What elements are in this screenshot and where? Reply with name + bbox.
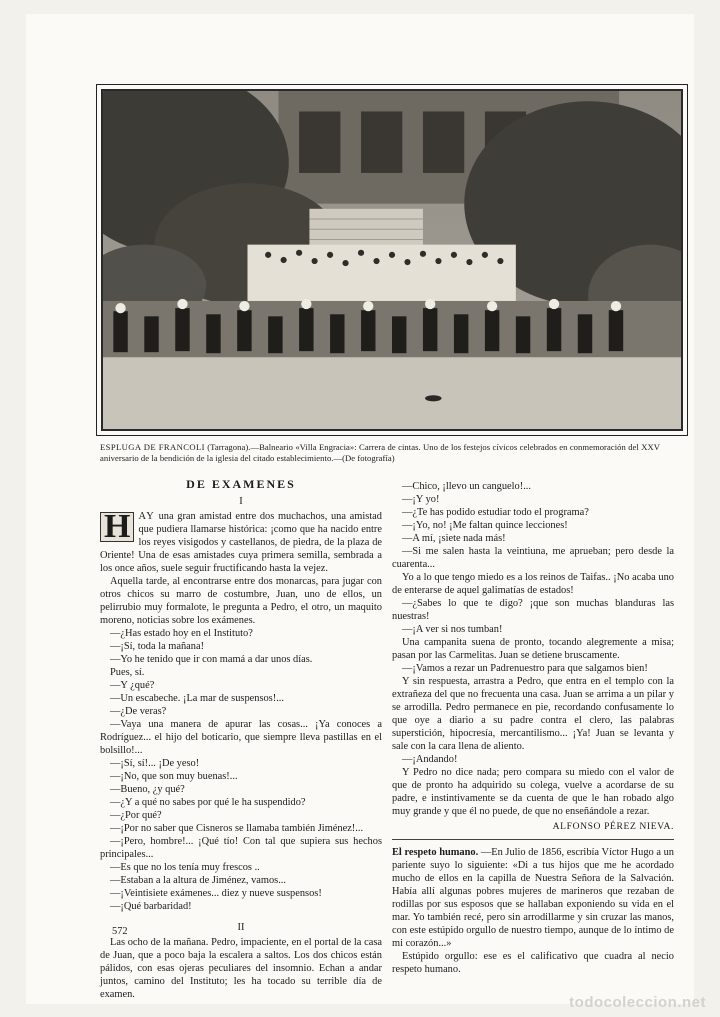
dialogue-line: —¡Andando! — [402, 754, 458, 765]
dialogue-line: —Es que no los tenía muy frescos .. — [110, 862, 260, 873]
dialogue-line: —¿Por qué? — [110, 810, 162, 821]
paragraph: Y Pedro no dice nada; pero compara su miedo con el valor de que de pronto ha adquirido su colega, vuelve a acordarse de su padre, e instintivamente se da cuenta de que le han robado algo muy grande y que él no puede, de que no enseñándole a rezar. — [392, 767, 674, 817]
dialogue-line: —¿Y a qué no sabes por qué le ha suspendido? — [110, 797, 306, 808]
dialogue-line: —¡Sí, toda la mañana! — [110, 641, 205, 652]
article-left-column — [100, 478, 382, 1001]
page-number: 572 — [112, 926, 128, 937]
paragraph: Las ocho de la mañana. Pedro, impaciente, en el portal de la casa de Juan, que a poco baja la escalera a saltos. Los dos chicos están pálidos, con esas ojeras peculiares del insomnio. Echan a andar juntos, camino del Instituto; les ha tocado su terrible día de examen. — [100, 937, 382, 1000]
dialogue-line: —¿Te has podido estudiar todo el programa? — [402, 507, 589, 518]
article-opening-paragraph — [100, 510, 382, 575]
dialogue-line: —Si me salen hasta la veintiuna, me aprueban; pero desde la cuarenta... — [392, 546, 674, 570]
paragraph: Una campanita suena de pronto, tocando alegremente a misa; pasan por las Carmelitas. Juan se detiene bruscamente. — [392, 637, 674, 661]
dialogue-line: —Bueno, ¿y qué? — [110, 784, 185, 795]
dialogue-line: —¡No, que son muy buenas!... — [110, 771, 238, 782]
caption-text: (Tarragona).—Balneario «Villa Engracia»: Carrera de cintas. Uno de los festejos cívicos celebrados en conmemoración del XXV aniversario de la bendición de la iglesia del citado establecimiento.—(De fotografía) — [100, 442, 661, 463]
dialogue-line: —Vaya una manera de apurar las cosas... ¡Ya conoces a Rodríguez... el hijo del boticario, que siempre lleva pastillas en el bolsillo!... — [100, 719, 382, 756]
second-article-paragraph — [392, 846, 674, 950]
dialogue-line: —Y ¿qué? — [110, 680, 155, 691]
dialogue-line: —Estaban a la altura de Jiménez, vamos... — [110, 875, 287, 886]
photo-frame — [96, 84, 688, 436]
photo-illustration — [103, 91, 681, 429]
paragraph: Aquella tarde, al encontrarse entre dos monarcas, para jugar con otros chicos su marro de costumbre, Juan, uno de ellos, un pelirrubio muy formalote, le pregunta a Pedro, el otro, un maquito moreno, noticias sobre los exámenes. — [100, 576, 382, 626]
photograph-balneario — [101, 89, 683, 431]
paragraph: Y sin respuesta, arrastra a Pedro, que entra en el templo con la extrañeza del que no frecuenta una casa. Juan se arrima a un pilar y se arrodilla. Pedro permanece en pie, recordando confusamente lo que oye a diario a su padre contra el clero, las palabras superstición, hipocresía, mercantilismo... ¡Ya! Juan se levanta y sale con la cara llena de aliento. — [392, 676, 674, 752]
dialogue-line: Pues, sí. — [110, 667, 145, 678]
opening-text: una gran amistad entre dos muchachos, una amistad que pudiera llamarse histórica: ¡como que ha nacido entre los reyes visigodos y castellanos, de piedra, de la plaza de Oriente! Una de esas amistades cuya primera semilla, sembrada a los once años, suele seguir fructificando hasta la vejez. — [100, 511, 382, 574]
dialogue-line: —¡A ver si nos tumban! — [402, 624, 503, 635]
dialogue-line: —¡Pero, hombre!... ¡Qué tío! Con tal que supiera sus hechos principales... — [100, 836, 382, 860]
dialogue-line: —A mí, ¡siete nada más! — [402, 533, 506, 544]
dialogue-line: —¡Vamos a rezar un Padrenuestro para que salgamos bien! — [402, 663, 648, 674]
author-signature: ALFONSO PÉREZ NIEVA. — [552, 821, 674, 832]
dialogue-line: —¡Sí, sí!... ¡De yeso! — [110, 758, 200, 769]
dropcap-letter: H — [100, 512, 134, 542]
section-number-1: I — [239, 496, 243, 507]
paragraph: Yo a lo que tengo miedo es a los reinos de Taifas.. ¡No acaba uno de enterarse de aquel galimatías de estados! — [392, 572, 674, 596]
section-number-2: II — [237, 922, 245, 933]
dialogue-line: —Chico, ¡llevo un canguelo!... — [402, 481, 531, 492]
dialogue-line: —Yo he tenido que ir con mamá a dar unos días. — [110, 654, 313, 665]
photo-caption — [100, 442, 660, 463]
dialogue-line: —¿Sabes lo que te digo? ¡que son muchas blanduras las nuestras! — [392, 598, 674, 622]
dialogue-line: —¿Has estado hoy en el Instituto? — [110, 628, 253, 639]
article-title: DE EXAMENES — [186, 477, 296, 491]
watermark: todocoleccion.net — [569, 994, 706, 1011]
dialogue-line: —¡Por no saber que Cisneros se llamaba también Jiménez!... — [110, 823, 364, 834]
second-article-title: El respeto humano. — [392, 847, 479, 858]
article-right-column — [392, 480, 674, 976]
dialogue-line: —¡Y yo! — [402, 494, 440, 505]
dialogue-line: —¡Qué barbaridad! — [110, 901, 192, 912]
dialogue-line: —¡Veintisiete exámenes... diez y nueve suspensos! — [110, 888, 322, 899]
dialogue-line: —¿De veras? — [110, 706, 167, 717]
caption-place: ESPLUGA DE FRANCOLI — [100, 442, 205, 452]
article-divider — [392, 839, 674, 840]
dialogue-line: —¡Yo, no! ¡Me faltan quince lecciones! — [402, 520, 568, 531]
opening-word: AY — [138, 511, 155, 522]
second-article-body: —En Julio de 1856, escribía Víctor Hugo a un pariente suyo lo siguiente: «Di a tus hijos que me he acordado mucho de ellos en la capilla de Nuestra Señora de la Salvación. Había allí algunas pobres mujeres de marineros que rezaban de rodillas por sus esposos que se hallaban exponiendo su vida en el mar. Yo también recé, pero sin arrodillarme y sin cruzar las manos, con este estúpido orgullo de nuestro tiempo, aunque de lo íntimo de mi corazón...» — [392, 847, 674, 949]
dialogue-line: —Un escabeche. ¡La mar de suspensos!... — [110, 693, 284, 704]
second-article-closing: Estúpido orgullo: ese es el calificativo que cuadra al necio respeto humano. — [392, 951, 674, 975]
